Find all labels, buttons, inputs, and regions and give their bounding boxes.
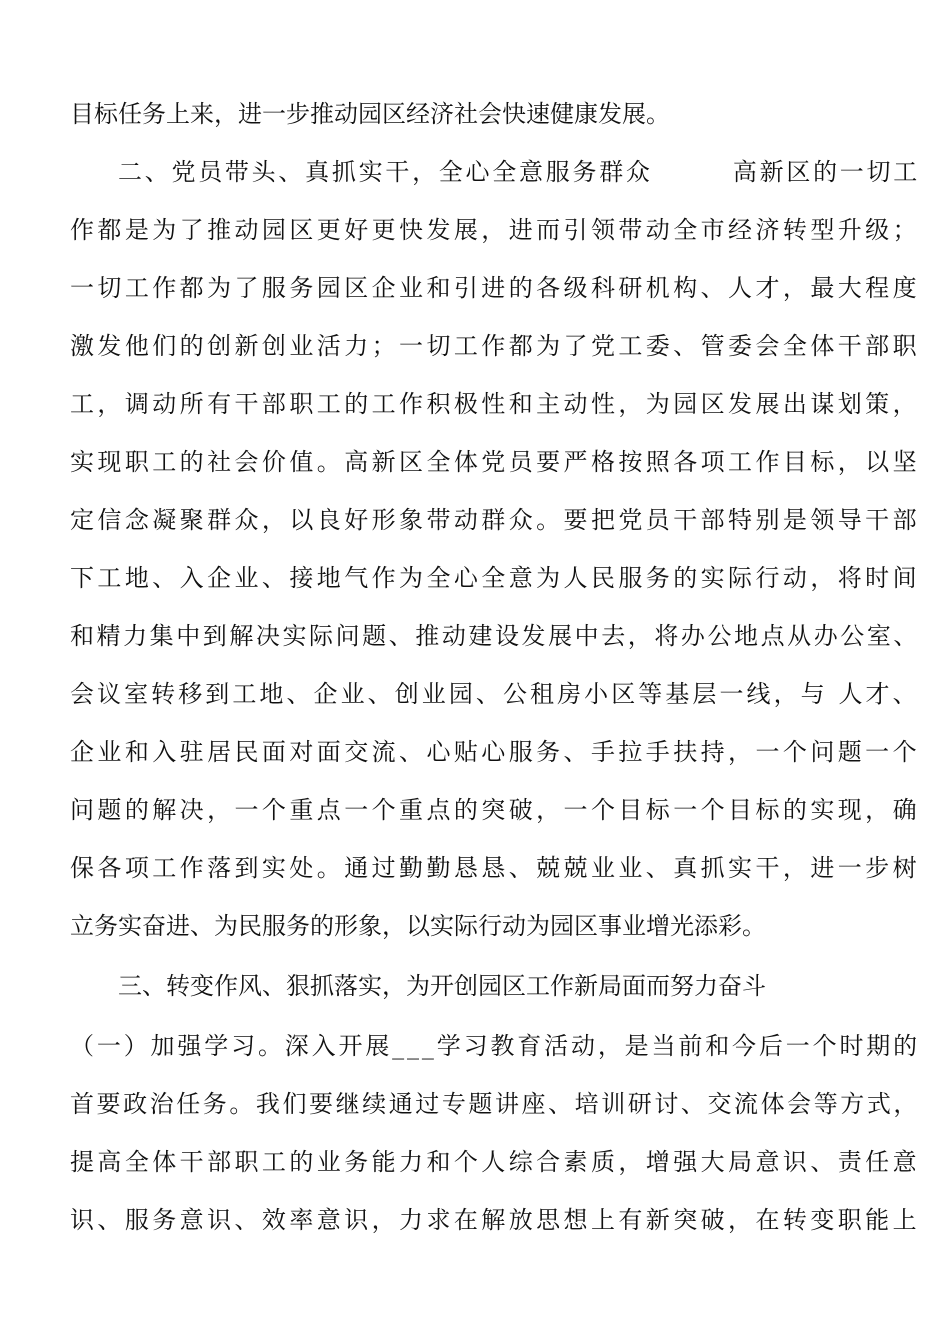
text-line: 工，调动所有干部职工的工作积极性和主动性，为园区发展出谋划策， [70,390,920,418]
text-line: 首要政治任务。我们要继续通过专题讲座、培训研讨、交流体会等方式， [70,1090,920,1118]
text-line: 保各项工作落到实处。通过勤勤恳恳、兢兢业业、真抓实干，进一步树 [70,854,920,882]
text-line: 识、服务意识、效率意识，力求在解放思想上有新突破，在转变职能上 [70,1206,920,1234]
text-line: 激发他们的创新创业活力；一切工作都为了党工委、管委会全体干部职 [70,332,920,360]
section-heading-3: 三、转变作风、狠抓落实，为开创园区工作新局面而努力奋斗 [118,972,766,1000]
text-line: 立务实奋进、为民服务的形象，以实际行动为园区事业增光添彩。 [70,912,766,940]
text-line: 目标任务上来，进一步推动园区经济社会快速健康发展。 [70,100,670,128]
text-line: 提高全体干部职工的业务能力和个人综合素质，增强大局意识、责任意 [70,1148,920,1176]
section-heading-2: 二、党员带头、真抓实干，全心全意服务群众 高新区的一切工 [118,158,920,186]
text-line: 下工地、入企业、接地气作为全心全意为人民服务的实际行动，将时间 [70,564,920,592]
text-line: 实现职工的社会价值。高新区全体党员要严格按照各项工作目标，以坚 [70,448,920,476]
text-line: 企业和入驻居民面对面交流、心贴心服务、手拉手扶持，一个问题一个 [70,738,920,766]
text-line: 定信念凝聚群众，以良好形象带动群众。要把党员干部特别是领导干部 [70,506,920,534]
text-line: 和精力集中到解决实际问题、推动建设发展中去，将办公地点从办公室、 [70,622,920,650]
text-line: 会议室转移到工地、企业、创业园、公租房小区等基层一线，与 人才、 [70,680,920,708]
text-line: （一）加强学习。深入开展___学习教育活动，是当前和今后一个时期的 [70,1032,920,1060]
text-line: 问题的解决，一个重点一个重点的突破，一个目标一个目标的实现，确 [70,796,920,824]
text-line: 作都是为了推动园区更好更快发展，进而引领带动全市经济转型升级； [70,216,920,244]
text-line: 一切工作都为了服务园区企业和引进的各级科研机构、人才，最大程度 [70,274,920,302]
